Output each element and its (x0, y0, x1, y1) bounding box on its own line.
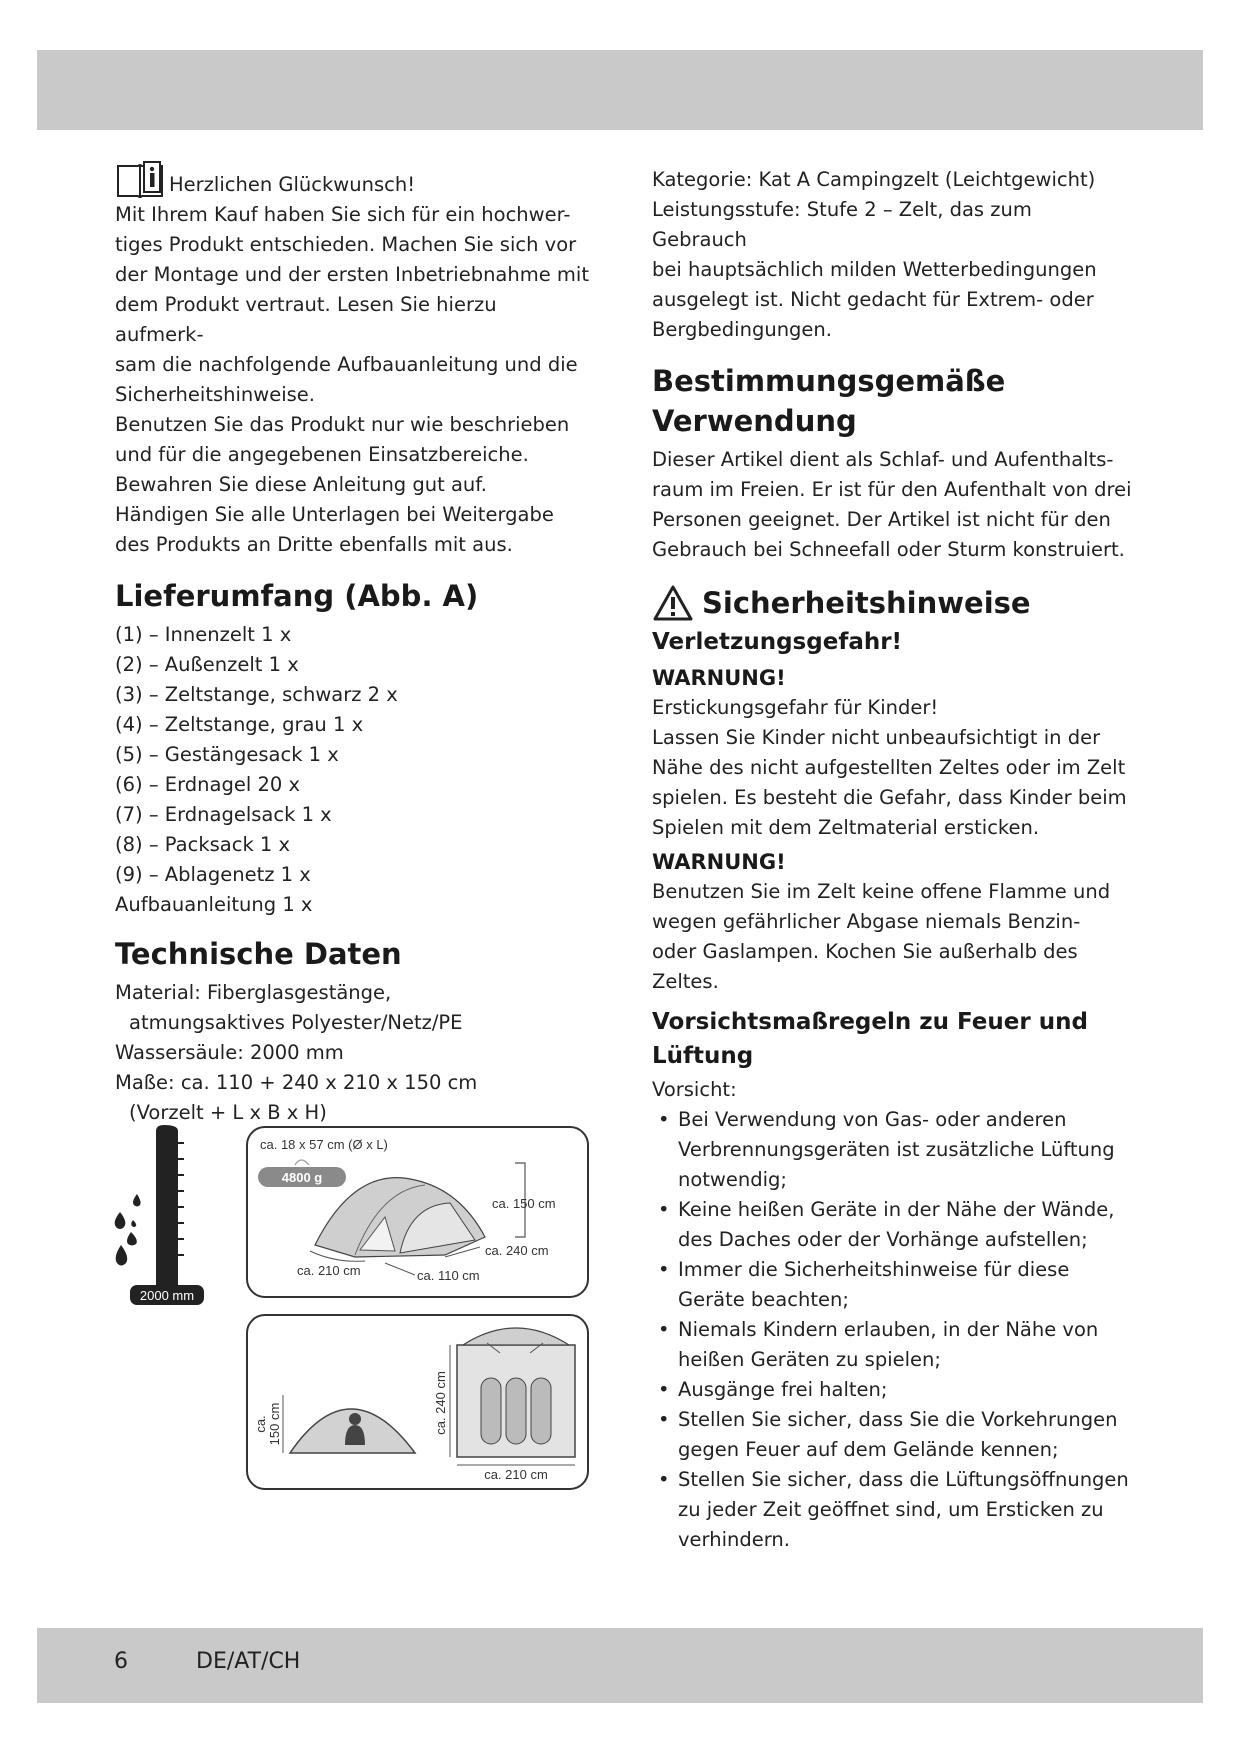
floor-length-label: ca. 240 cm (433, 1371, 448, 1435)
category-line: Bergbedingungen. (652, 318, 832, 341)
sicherheit-heading: Sicherheitshinweise (702, 586, 1031, 620)
bullet-line: verhindern. (678, 1528, 790, 1551)
header-band (37, 50, 1203, 130)
fire-precaution-list (652, 1105, 1132, 1555)
bullet-dot: • (658, 1408, 670, 1431)
list-item: Aufbauanleitung 1 x (115, 893, 313, 916)
bullet-line: Geräte beachten; (678, 1288, 849, 1311)
category-line: Kategorie: Kat A Campingzelt (Leichtgewicht) (652, 168, 1096, 191)
vestibule-plan (463, 1328, 569, 1345)
warning-line: Nähe des nicht aufgestellten Zeltes oder im Zelt (652, 756, 1126, 779)
bullet-dot: • (658, 1318, 670, 1341)
warning-line: spielen. Es besteht die Gefahr, dass Kinder beim (652, 786, 1127, 809)
list-item (652, 1375, 1132, 1405)
bullet-line: Stellen Sie sicher, dass die Lüftungsöffnungen (678, 1468, 1129, 1491)
list-item (652, 1255, 1132, 1315)
height-label: ca. 150 cm (492, 1196, 556, 1211)
feuer-heading: Lüftung (652, 1043, 754, 1069)
vestibule-label: ca. 110 cm (417, 1268, 480, 1283)
warning-line: oder Gaslampen. Kochen Sie außerhalb des (652, 940, 1078, 963)
vestibule-bracket (385, 1263, 415, 1275)
technische-daten-heading: Technische Daten (115, 937, 402, 971)
warning-label: WARNUNG! (652, 666, 786, 690)
page-number: 6 (114, 1649, 128, 1674)
feuer-heading: Vorsichtsmaßregeln zu Feuer und (652, 1009, 1088, 1035)
list-item (652, 1405, 1132, 1465)
warning-line: wegen gefährlicher Abgase niemals Benzin- (652, 910, 1081, 933)
bullet-dot: • (658, 1198, 670, 1221)
warning-line: Lassen Sie Kinder nicht unbeaufsichtigt in der (652, 726, 1101, 749)
intro-line: der Montage und der ersten Inbetriebnahme mit (115, 263, 589, 286)
weight-label: 4800 g (281, 1170, 323, 1185)
category-line: ausgelegt ist. Nicht gedacht für Extrem- oder (652, 288, 1094, 311)
intro-text (115, 200, 591, 560)
bullet-dot: • (658, 1468, 670, 1491)
list-item: (2) – Außenzelt 1 x (115, 653, 299, 676)
bullet-line: notwendig; (678, 1168, 787, 1191)
left-column (115, 160, 591, 1128)
sleeping-bag (481, 1378, 501, 1444)
intro-line: Händigen Sie alle Unterlagen bei Weitergabe (115, 503, 554, 526)
bullet-line: Ausgänge frei halten; (678, 1378, 888, 1401)
material-line: atmungsaktives Polyester/Netz/PE (129, 1011, 463, 1034)
warning-line: Erstickungsgefahr für Kinder! (652, 696, 939, 719)
bullet-line: heißen Geräten zu spielen; (678, 1348, 941, 1371)
water-drop-icon (131, 1220, 136, 1227)
intro-line: Sicherheitshinweise. (115, 383, 315, 406)
list-item: (4) – Zeltstange, grau 1 x (115, 713, 364, 736)
bullet-dot: • (658, 1108, 670, 1131)
bullet-line: Bei Verwendung von Gas- oder anderen (678, 1108, 1067, 1131)
water-drop-icon (127, 1232, 137, 1246)
verletzung-heading: Verletzungsgefahr! (652, 629, 903, 655)
width-label: ca. 210 cm (297, 1263, 361, 1278)
wassersaeule-line: Wassersäule: 2000 mm (115, 1041, 344, 1064)
water-column-label: 2000 mm (139, 1288, 195, 1303)
bullet-dot: • (658, 1258, 670, 1281)
list-item: (6) – Erdnagel 20 x (115, 773, 300, 796)
pack-size-label: ca. 18 x 57 cm (Ø x L) (260, 1137, 388, 1152)
list-item: (7) – Erdnagelsack 1 x (115, 803, 332, 826)
list-item: (1) – Innenzelt 1 x (115, 623, 292, 646)
warning-line: Spielen mit dem Zeltmaterial ersticken. (652, 816, 1040, 839)
side-height-label: ca. (253, 1415, 268, 1433)
bestimmung-line: Personen geeignet. Der Artikel ist nicht für den (652, 508, 1111, 531)
person-head (349, 1413, 361, 1425)
list-item (652, 1465, 1132, 1555)
intro-line: sam die nachfolgende Aufbauanleitung und die (115, 353, 578, 376)
tent-plan-figure (245, 1313, 590, 1491)
warning-label: WARNUNG! (652, 850, 786, 874)
bullet-line: Immer die Sicherheitshinweise für diese (678, 1258, 1070, 1281)
category-text (652, 165, 1132, 345)
tent-side-figure (245, 1125, 590, 1299)
masse-line: Maße: ca. 110 + 240 x 210 x 150 cm (115, 1071, 478, 1094)
warning-line: Zeltes. (652, 970, 719, 993)
list-item (652, 1105, 1132, 1195)
bullet-dot: • (658, 1378, 670, 1401)
floor-width-label: ca. 210 cm (484, 1467, 548, 1482)
bestimmung-text (652, 445, 1132, 565)
material-line: Material: Fiberglasgestänge, (115, 981, 392, 1004)
info-book-icon (115, 160, 165, 200)
bullet-line: zu jeder Zeit geöffnet sind, um Ersticken zu (678, 1498, 1104, 1521)
intro-line: tiges Produkt entschieden. Machen Sie sich vor (115, 233, 577, 256)
bestimmung-line: raum im Freien. Er ist für den Aufenthalt von drei (652, 478, 1132, 501)
bestimmung-heading: Verwendung (652, 404, 857, 438)
pack-bag-outline (295, 1160, 309, 1165)
bullet-line: Niemals Kindern erlauben, in der Nähe von (678, 1318, 1099, 1341)
intro-heading-text: Herzlichen Glückwunsch! (169, 173, 416, 196)
intro-line: Bewahren Sie diese Anleitung gut auf. (115, 473, 487, 496)
list-item (652, 1315, 1132, 1375)
list-item: (5) – Gestängesack 1 x (115, 743, 339, 766)
technische-daten-text (115, 978, 591, 1128)
lieferumfang-heading: Lieferumfang (Abb. A) (115, 579, 479, 613)
bestimmung-line: Gebrauch bei Schneefall oder Sturm konstruiert. (652, 538, 1125, 561)
intro-line: Benutzen Sie das Produkt nur wie beschrieben (115, 413, 570, 436)
bullet-line: gegen Feuer auf dem Gelände kennen; (678, 1438, 1059, 1461)
lieferumfang-list (115, 620, 591, 920)
sleeping-bag (506, 1378, 526, 1444)
category-line: Leistungsstufe: Stufe 2 – Zelt, das zum Gebrauch (652, 198, 1032, 251)
water-drop-icon (133, 1194, 141, 1207)
water-drop-icon (116, 1245, 128, 1266)
list-item: (3) – Zeltstange, schwarz 2 x (115, 683, 398, 706)
warning-line: Benutzen Sie im Zelt keine offene Flamme und (652, 880, 1111, 903)
bullet-line: des Daches oder der Vorhänge aufstellen; (678, 1228, 1088, 1251)
bullet-line: Keine heißen Geräte in der Nähe der Wände, (678, 1198, 1115, 1221)
intro-line: Mit Ihrem Kauf haben Sie sich für ein hochwer- (115, 203, 571, 226)
water-drop-icon (115, 1212, 126, 1229)
sleeping-bag (531, 1378, 551, 1444)
bestimmung-line: Dieser Artikel dient als Schlaf- und Aufenthalts- (652, 448, 1114, 471)
intro-heading (115, 160, 591, 200)
category-line: bei hauptsächlich milden Wetterbedingungen (652, 258, 1097, 281)
country-codes: DE/AT/CH (196, 1649, 301, 1674)
intro-line: dem Produkt vertraut. Lesen Sie hierzu aufmerk- (115, 293, 497, 346)
water-column-figure (108, 1125, 208, 1315)
list-item: (8) – Packsack 1 x (115, 833, 291, 856)
bestimmung-heading: Bestimmungsgemäße (652, 364, 1006, 398)
list-item (652, 1195, 1132, 1255)
intro-line: und für die angegebenen Einsatzbereiche. (115, 443, 529, 466)
warning-triangle-icon (652, 584, 694, 622)
length-label: ca. 240 cm (485, 1243, 549, 1258)
sicherheit-heading-row (652, 583, 1132, 623)
right-column (652, 165, 1132, 1555)
side-height-label: 150 cm (267, 1402, 282, 1446)
bullet-line: Verbrennungsgeräten ist zusätzliche Lüftung (678, 1138, 1115, 1161)
bullet-line: Stellen Sie sicher, dass Sie die Vorkehrungen (678, 1408, 1118, 1431)
intro-line: des Produkts an Dritte ebenfalls mit aus. (115, 533, 513, 556)
masse-line: (Vorzelt + L x B x H) (129, 1101, 327, 1124)
water-gauge-bar (156, 1125, 178, 1285)
vorsicht-label: Vorsicht: (652, 1078, 737, 1101)
list-item: (9) – Ablagenetz 1 x (115, 863, 311, 886)
